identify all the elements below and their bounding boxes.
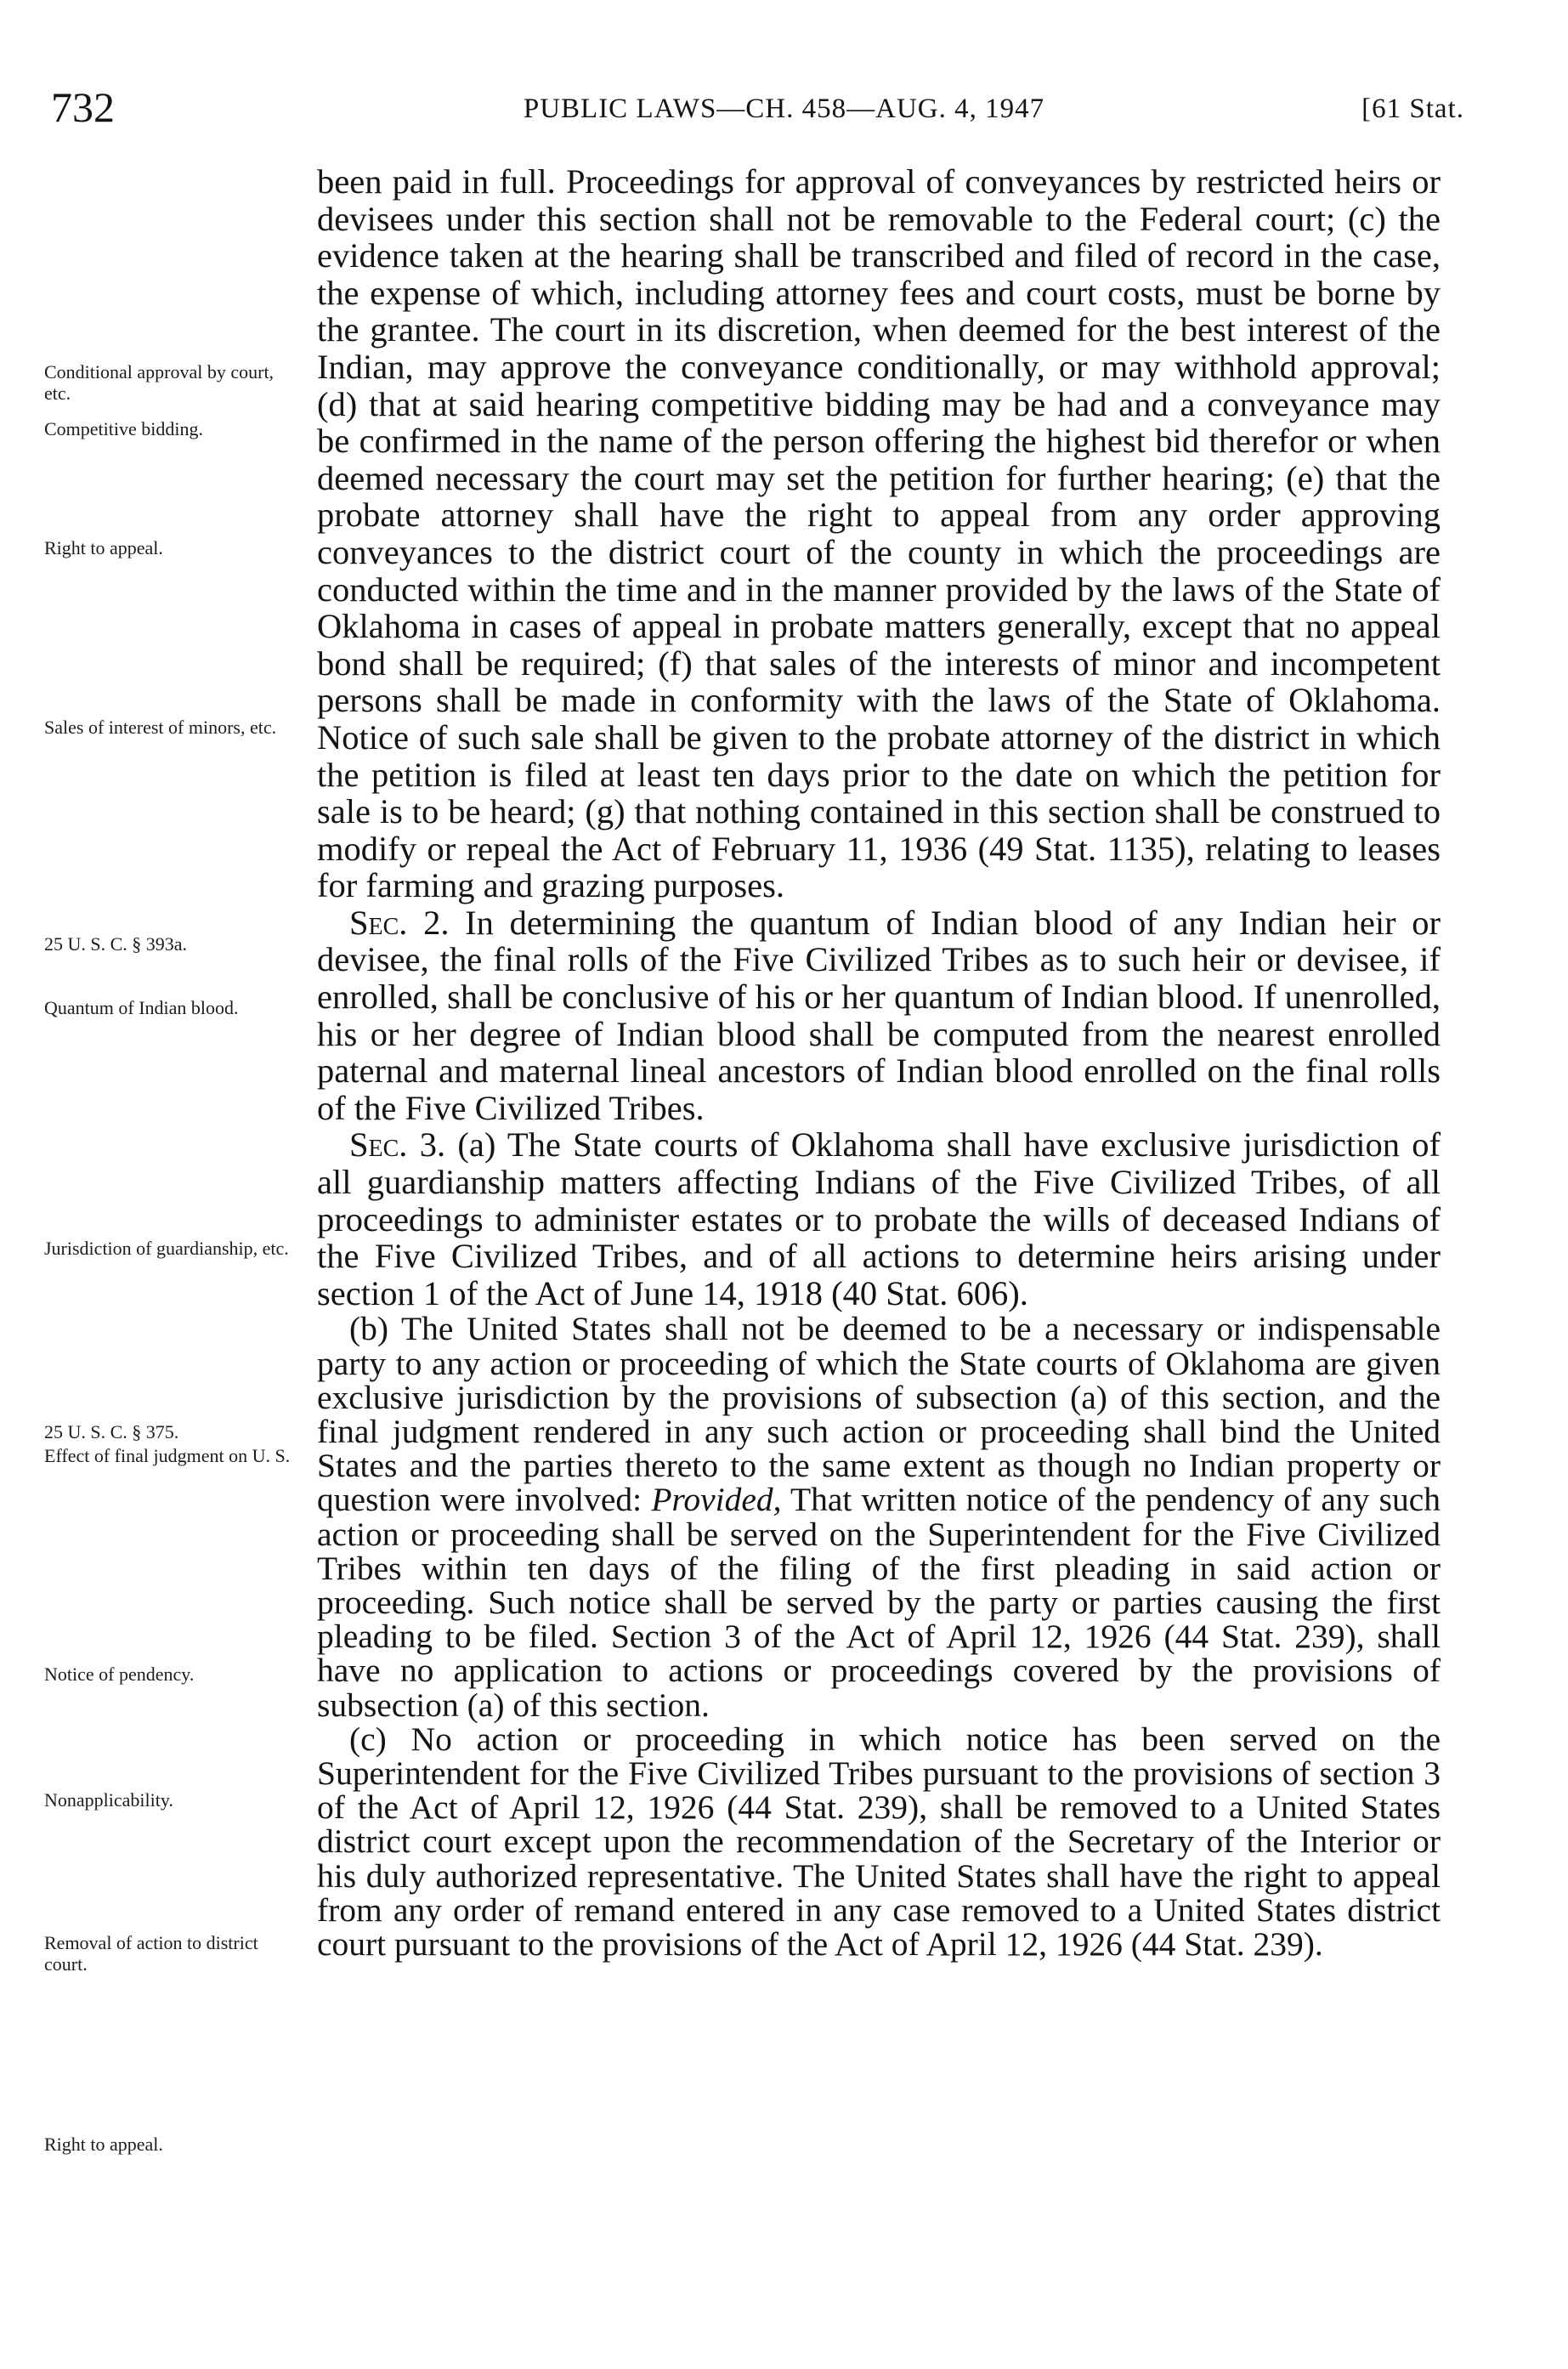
margin-note-competitive-bidding: Competitive bidding. xyxy=(44,418,203,439)
margin-note-sales-of-minors: Sales of interest of minors, etc. xyxy=(44,717,277,738)
margin-note-usc-375: 25 U. S. C. § 375. xyxy=(44,1421,179,1442)
statute-reference: [61 Stat. xyxy=(1361,94,1464,124)
section-3a xyxy=(317,1126,1441,1312)
section-3b-text-1: (b) The United States shall not be deemed to be a necessary or indispensable party to any action or proceeding of which the State courts of Oklahoma are given exclusive jurisdiction by the provisions of subsection (a) of this section, and the final judgment rendered in any such action or proceeding shall bind the United States and the parties thereto to the same extent as though no Indian property or question were involved: xyxy=(317,1310,1441,1519)
margin-note-conditional-approval: Conditional approval by court, etc. xyxy=(44,361,275,404)
margin-note-right-to-appeal-2: Right to appeal. xyxy=(44,2134,163,2155)
section-3a-text: (a) The State courts of Oklahoma shall have exclusive jurisdiction of all guardianship matters affecting Indians of the Five Civilized Tribes, of all proceedings to administer estates or to probate the wills of deceased Indians of the Five Civilized Tribes, and of all actions to determine heirs arising under section 1 of the Act of June 14, 1918 (40 Stat. 606). xyxy=(317,1125,1441,1312)
statute-body xyxy=(317,162,1441,1964)
section-1-continuation: been paid in full. Proceedings for approval of conveyances by restricted heirs or devisees under this section shall not be removable to the Federal court; (c) the evidence taken at the hearing shall be transcribed and filed of record in the case, the expense of which, including attorney fees and court costs, must be borne by the grantee. The court in its discretion, when deemed for the best interest of the Indian, may approve the conveyance conditionally, or may withhold approval; (d) that at said hearing competitive bidding may be had and a conveyance may be confirmed in the name of the person offering the highest bid therefor or when deemed necessary the court may set the petition for further hearing; (e) that the probate attorney shall have the right to appeal from any order approving conveyances to the district court of the county in which the proceedings are conducted within the time and in the manner provided by the laws of the State of Oklahoma in cases of appeal in probate matters generally, except that no appeal bond shall be required; (f) that sales of the interests of minor and incompetent persons shall be made in conformity with the laws of the State of Oklahoma. Notice of such sale shall be given to the probate attorney of the district in which the petition is filed at least ten days prior to the date on which the petition for sale is to be heard; (g) that nothing contained in this section shall be construed to modify or repeal the Act of February 11, 1936 (49 Stat. 1135), relating to leases for farming and grazing purposes. xyxy=(317,162,1441,905)
running-head: PUBLIC LAWS—CH. 458—AUG. 4, 1947 xyxy=(523,94,1045,124)
section-2-label: Sec. 2. xyxy=(349,903,450,942)
margin-note-removal-of-action: Removal of action to district court. xyxy=(44,1932,258,1975)
margin-note-effect-of-judgment: Effect of final judgment on U. S. xyxy=(44,1445,291,1466)
margin-note-usc-393a: 25 U. S. C. § 393a. xyxy=(44,933,188,955)
section-2 xyxy=(317,904,1441,1127)
margin-note-right-to-appeal: Right to appeal. xyxy=(44,537,163,558)
margin-note-quantum-of-blood: Quantum of Indian blood. xyxy=(44,997,239,1018)
section-2-text: In determining the quantum of Indian blood of any Indian heir or devisee, the final rolls of the Five Civilized Tribes as to such heir or devisee, if enrolled, shall be conclusive of his or her quantum of Indian blood. If unenrolled, his or her degree of Indian blood shall be computed from the nearest enrolled paternal and maternal lineal ancestors of Indian blood enrolled on the final rolls of the Five Civilized Tribes. xyxy=(317,903,1441,1127)
section-3b-text-2: That written notice of the pendency of any such action or proceeding shall be served on the Superintendent for the Five Civilized Tribes within ten days of the filing of the first pleading in said action or proceeding. Such notice shall be served by the party or parties causing the first pleading to be filed. Section 3 of the Act of April 12, 1926 (44 Stat. 239), shall have no application to actions or proceedings covered by the provisions of subsection (a) of this section. xyxy=(317,1481,1441,1724)
section-3c: (c) No action or proceeding in which notice has been served on the Superintendent for the Five Civilized Tribes pursuant to the provisions of section 3 of the Act of April 12, 1926 (44 Stat. 239), shall be removed to a United States district court except upon the recommendation of the Secretary of the Interior or his duly authorized representative. The United States shall have the right to appeal from any order of remand entered in any case removed to a United States district court pursuant to the provisions of the Act of April 12, 1926 (44 Stat. 239). xyxy=(317,1720,1441,1964)
margin-note-nonapplicability: Nonapplicability. xyxy=(44,1789,173,1811)
margin-note-jurisdiction: Jurisdiction of guardianship, etc. xyxy=(44,1238,289,1259)
page-number: 732 xyxy=(51,83,115,131)
section-3b xyxy=(317,1310,1441,1724)
section-3-label: Sec. 3. xyxy=(349,1125,446,1165)
provided-word: Provided, xyxy=(651,1481,782,1519)
margin-note-notice-of-pendency: Notice of pendency. xyxy=(44,1663,195,1685)
section-3-lower xyxy=(317,1310,1441,1964)
page-header xyxy=(0,82,1568,141)
